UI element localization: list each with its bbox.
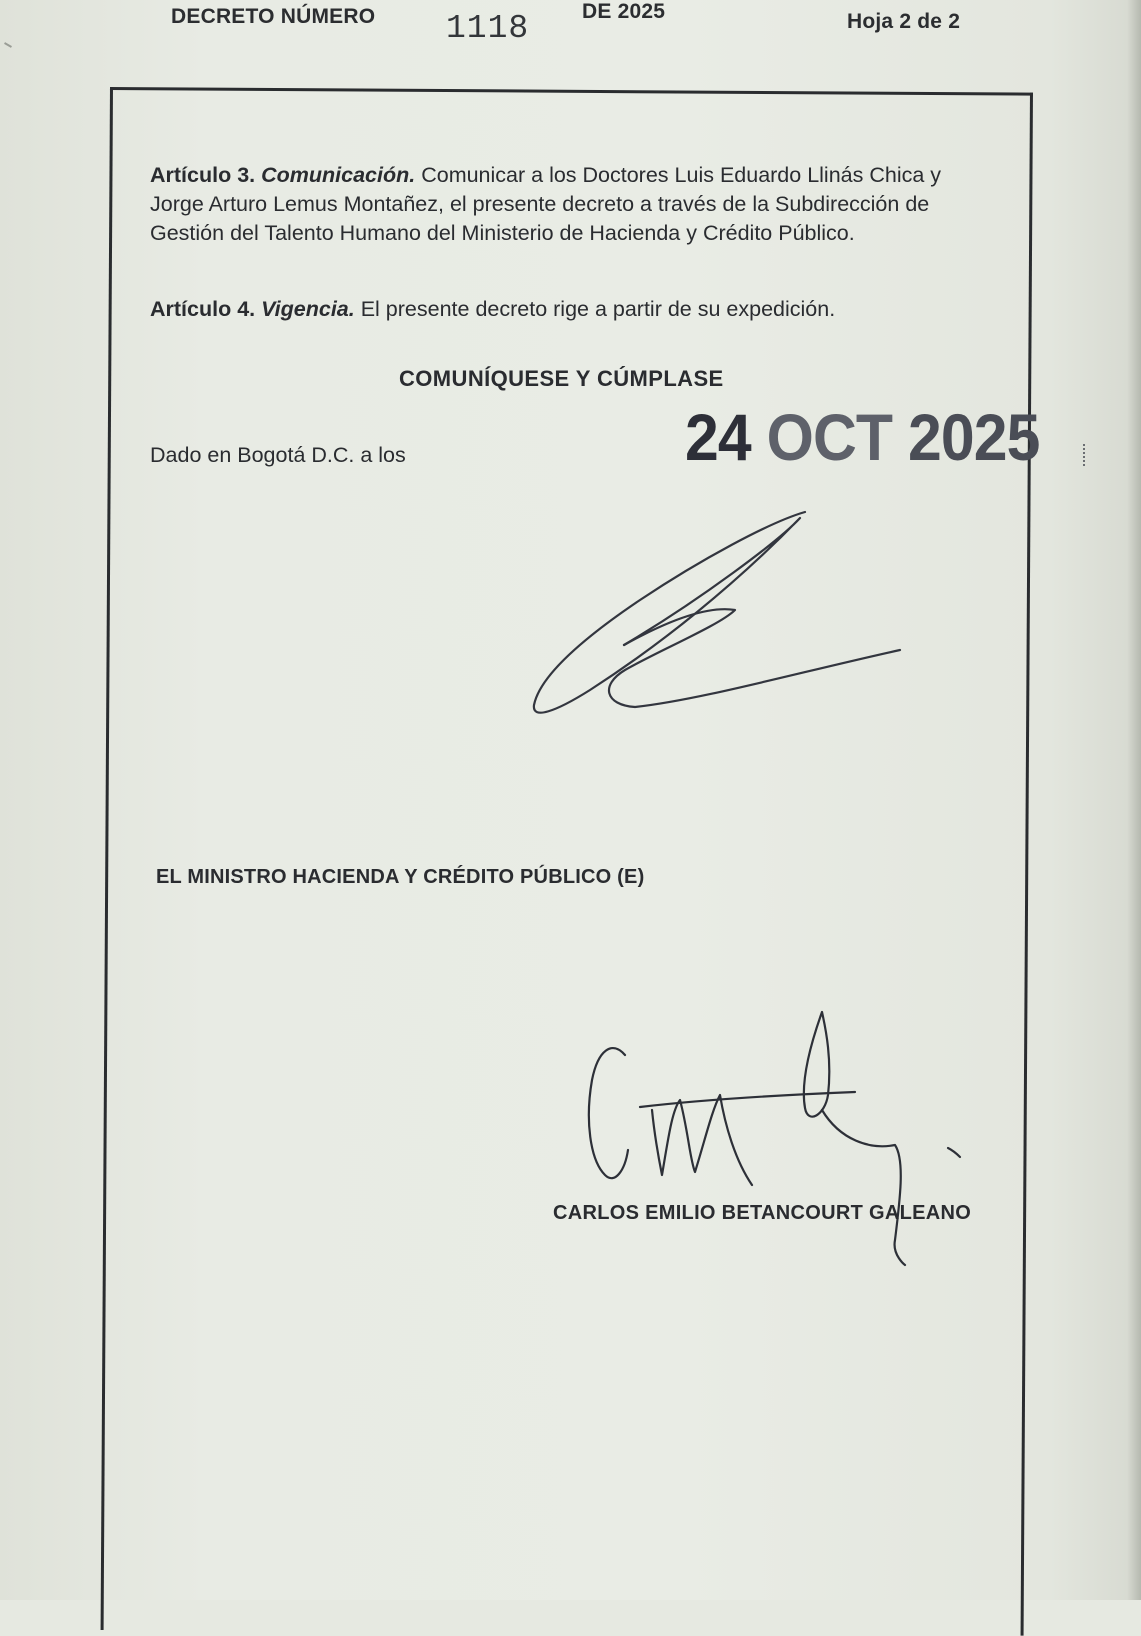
paper-edge-shadow — [1127, 0, 1141, 1600]
article-3-title: Comunicación. — [261, 163, 416, 187]
margin-mark — [1083, 444, 1087, 466]
article-3-label: Artículo 3. — [150, 163, 256, 187]
stamp-month: OCT — [766, 400, 893, 474]
signer-name: CARLOS EMILIO BETANCOURT GALEANO — [553, 1202, 972, 1224]
closing-formula: COMUNÍQUESE Y CÚMPLASE — [399, 366, 724, 391]
article-3-text: Comunicar a los Doctores Luis Eduardo Llinás Chica y Jorge Arturo Lemus Montañez, el presente decreto a través de la Subdirección de Gestión del Talento Humano del Ministerio de Hacienda y Crédito Público. — [150, 163, 942, 245]
date-stamp — [685, 399, 1039, 475]
decreto-year: DE 2025 — [582, 0, 666, 23]
decreto-label: DECRETO NÚMERO — [171, 5, 376, 28]
article-4-label: Artículo 4. — [150, 297, 256, 321]
place-date-label: Dado en Bogotá D.C. a los — [150, 443, 406, 467]
article-4 — [150, 295, 990, 324]
decreto-number: 1118 — [446, 10, 530, 47]
stamp-day: 24 — [685, 400, 751, 474]
minister-title: EL MINISTRO HACIENDA Y CRÉDITO PÚBLICO (E) — [156, 866, 645, 888]
stamp-year: 2025 — [908, 400, 1040, 474]
page-count: Hoja 2 de 2 — [847, 10, 961, 33]
article-3 — [150, 161, 990, 248]
document-header — [0, 0, 1141, 60]
article-4-text: El presente decreto rige a partir de su expedición. — [354, 297, 836, 321]
article-4-title: Vigencia. — [261, 297, 355, 321]
